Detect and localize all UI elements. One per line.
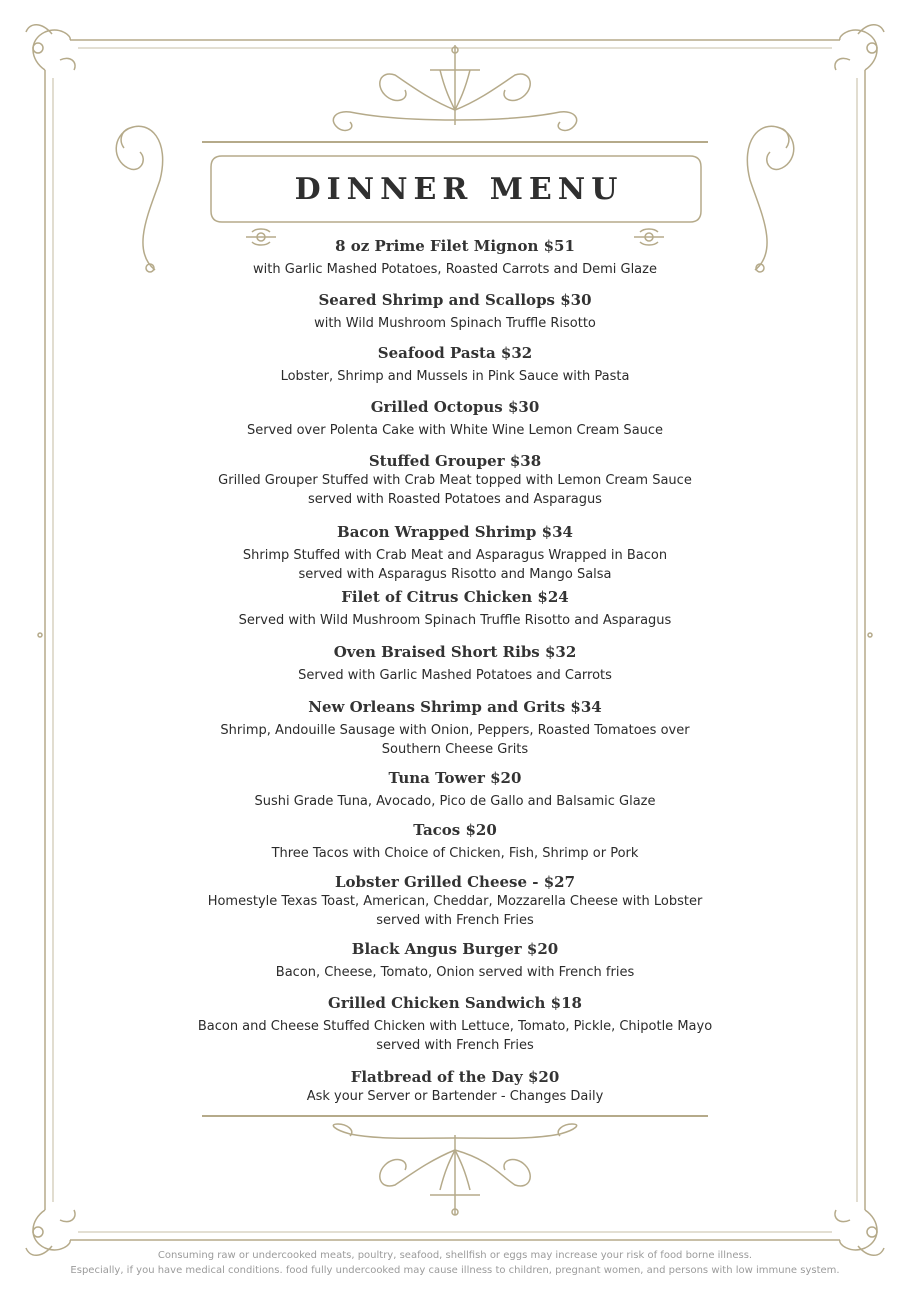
menu-item-desc: Bacon and Cheese Stuffed Chicken with Lettuce, Tomato, Pickle, Chipotle Mayo bbox=[197, 1019, 713, 1034]
menu-item-desc: served with Asparagus Risotto and Mango Salsa bbox=[298, 567, 612, 582]
disclaimer-line: Especially, if you have medical conditions. food fully undercooked may cause illness to children, pregnant women, and persons with low immune system. bbox=[70, 1265, 840, 1276]
menu-item bbox=[0, 1067, 910, 1106]
menu-item bbox=[0, 993, 910, 1055]
menu-item-name: Tuna Tower $20 bbox=[388, 769, 522, 787]
menu-item-name: Black Angus Burger $20 bbox=[351, 940, 559, 958]
menu-item-name: Tacos $20 bbox=[413, 821, 497, 839]
menu-item bbox=[0, 697, 910, 759]
menu-item bbox=[0, 343, 910, 386]
menu-item bbox=[0, 642, 910, 685]
menu-item bbox=[0, 939, 910, 982]
menu-item-name: Grilled Octopus $30 bbox=[370, 398, 540, 416]
menu-item-desc: Shrimp, Andouille Sausage with Onion, Peppers, Roasted Tomatoes over bbox=[220, 723, 690, 738]
menu-item bbox=[0, 820, 910, 863]
menu-item-name: Seafood Pasta $32 bbox=[377, 344, 533, 362]
page-title: DINNER MENU bbox=[294, 171, 624, 207]
menu-item bbox=[0, 451, 910, 509]
menu-item-desc: Ask your Server or Bartender - Changes Daily bbox=[306, 1089, 604, 1104]
menu-item bbox=[0, 872, 910, 930]
menu-item-name: Filet of Citrus Chicken $24 bbox=[341, 588, 569, 606]
menu-item-name: Bacon Wrapped Shrimp $34 bbox=[337, 523, 573, 541]
corner-flourish-top-left bbox=[26, 25, 75, 70]
menu-item-desc: Southern Cheese Grits bbox=[381, 742, 529, 757]
menu-item-desc: Served over Polenta Cake with White Wine Lemon Cream Sauce bbox=[246, 423, 664, 438]
menu-item bbox=[0, 587, 910, 630]
menu-item-name: Lobster Grilled Cheese - $27 bbox=[334, 873, 576, 891]
menu-item-desc: with Wild Mushroom Spinach Truffle Risotto bbox=[314, 316, 596, 331]
top-crest-ornament bbox=[333, 45, 576, 130]
menu-item-name: Grilled Chicken Sandwich $18 bbox=[328, 994, 582, 1012]
menu-item-desc: Grilled Grouper Stuffed with Crab Meat topped with Lemon Cream Sauce bbox=[218, 473, 692, 488]
menu-item-desc: Bacon, Cheese, Tomato, Onion served with French fries bbox=[275, 965, 635, 980]
title-box bbox=[211, 156, 701, 222]
menu-item-name: Stuffed Grouper $38 bbox=[368, 452, 542, 470]
menu-item-name: New Orleans Shrimp and Grits $34 bbox=[308, 698, 602, 716]
menu-item-desc: Lobster, Shrimp and Mussels in Pink Sauce with Pasta bbox=[280, 369, 630, 384]
menu-item-name: 8 oz Prime Filet Mignon $51 bbox=[335, 237, 575, 255]
menu-item-desc: served with French Fries bbox=[376, 913, 534, 928]
menu-item-desc: served with Roasted Potatoes and Asparagus bbox=[308, 492, 602, 507]
menu-item bbox=[0, 522, 910, 584]
menu-item-desc: Served with Garlic Mashed Potatoes and Carrots bbox=[298, 668, 612, 683]
menu-item bbox=[0, 397, 910, 440]
menu-item-name: Seared Shrimp and Scallops $30 bbox=[318, 291, 592, 309]
menu-item-name: Flatbread of the Day $20 bbox=[350, 1068, 560, 1086]
disclaimer bbox=[0, 1248, 910, 1278]
menu-item-desc: Homestyle Texas Toast, American, Cheddar, Mozzarella Cheese with Lobster bbox=[207, 894, 703, 909]
menu-item bbox=[0, 236, 910, 279]
menu-item-desc: Served with Wild Mushroom Spinach Truffle Risotto and Asparagus bbox=[238, 613, 672, 628]
menu-item-desc: Shrimp Stuffed with Crab Meat and Asparagus Wrapped in Bacon bbox=[242, 548, 668, 563]
menu-item-desc: served with French Fries bbox=[376, 1038, 534, 1053]
menu-item bbox=[0, 290, 910, 333]
menu-item-desc: Three Tacos with Choice of Chicken, Fish, Shrimp or Pork bbox=[271, 846, 639, 861]
disclaimer-line: Consuming raw or undercooked meats, poultry, seafood, shellfish or eggs may increase your risk of food borne illness. bbox=[157, 1250, 753, 1261]
bottom-crest-ornament bbox=[333, 1124, 576, 1215]
menu-item-desc: with Garlic Mashed Potatoes, Roasted Carrots and Demi Glaze bbox=[253, 262, 657, 277]
menu-item bbox=[0, 768, 910, 811]
corner-flourish-top-right bbox=[835, 25, 884, 70]
menu-item-desc: Sushi Grade Tuna, Avocado, Pico de Gallo and Balsamic Glaze bbox=[254, 794, 656, 809]
menu-item-name: Oven Braised Short Ribs $32 bbox=[333, 643, 577, 661]
